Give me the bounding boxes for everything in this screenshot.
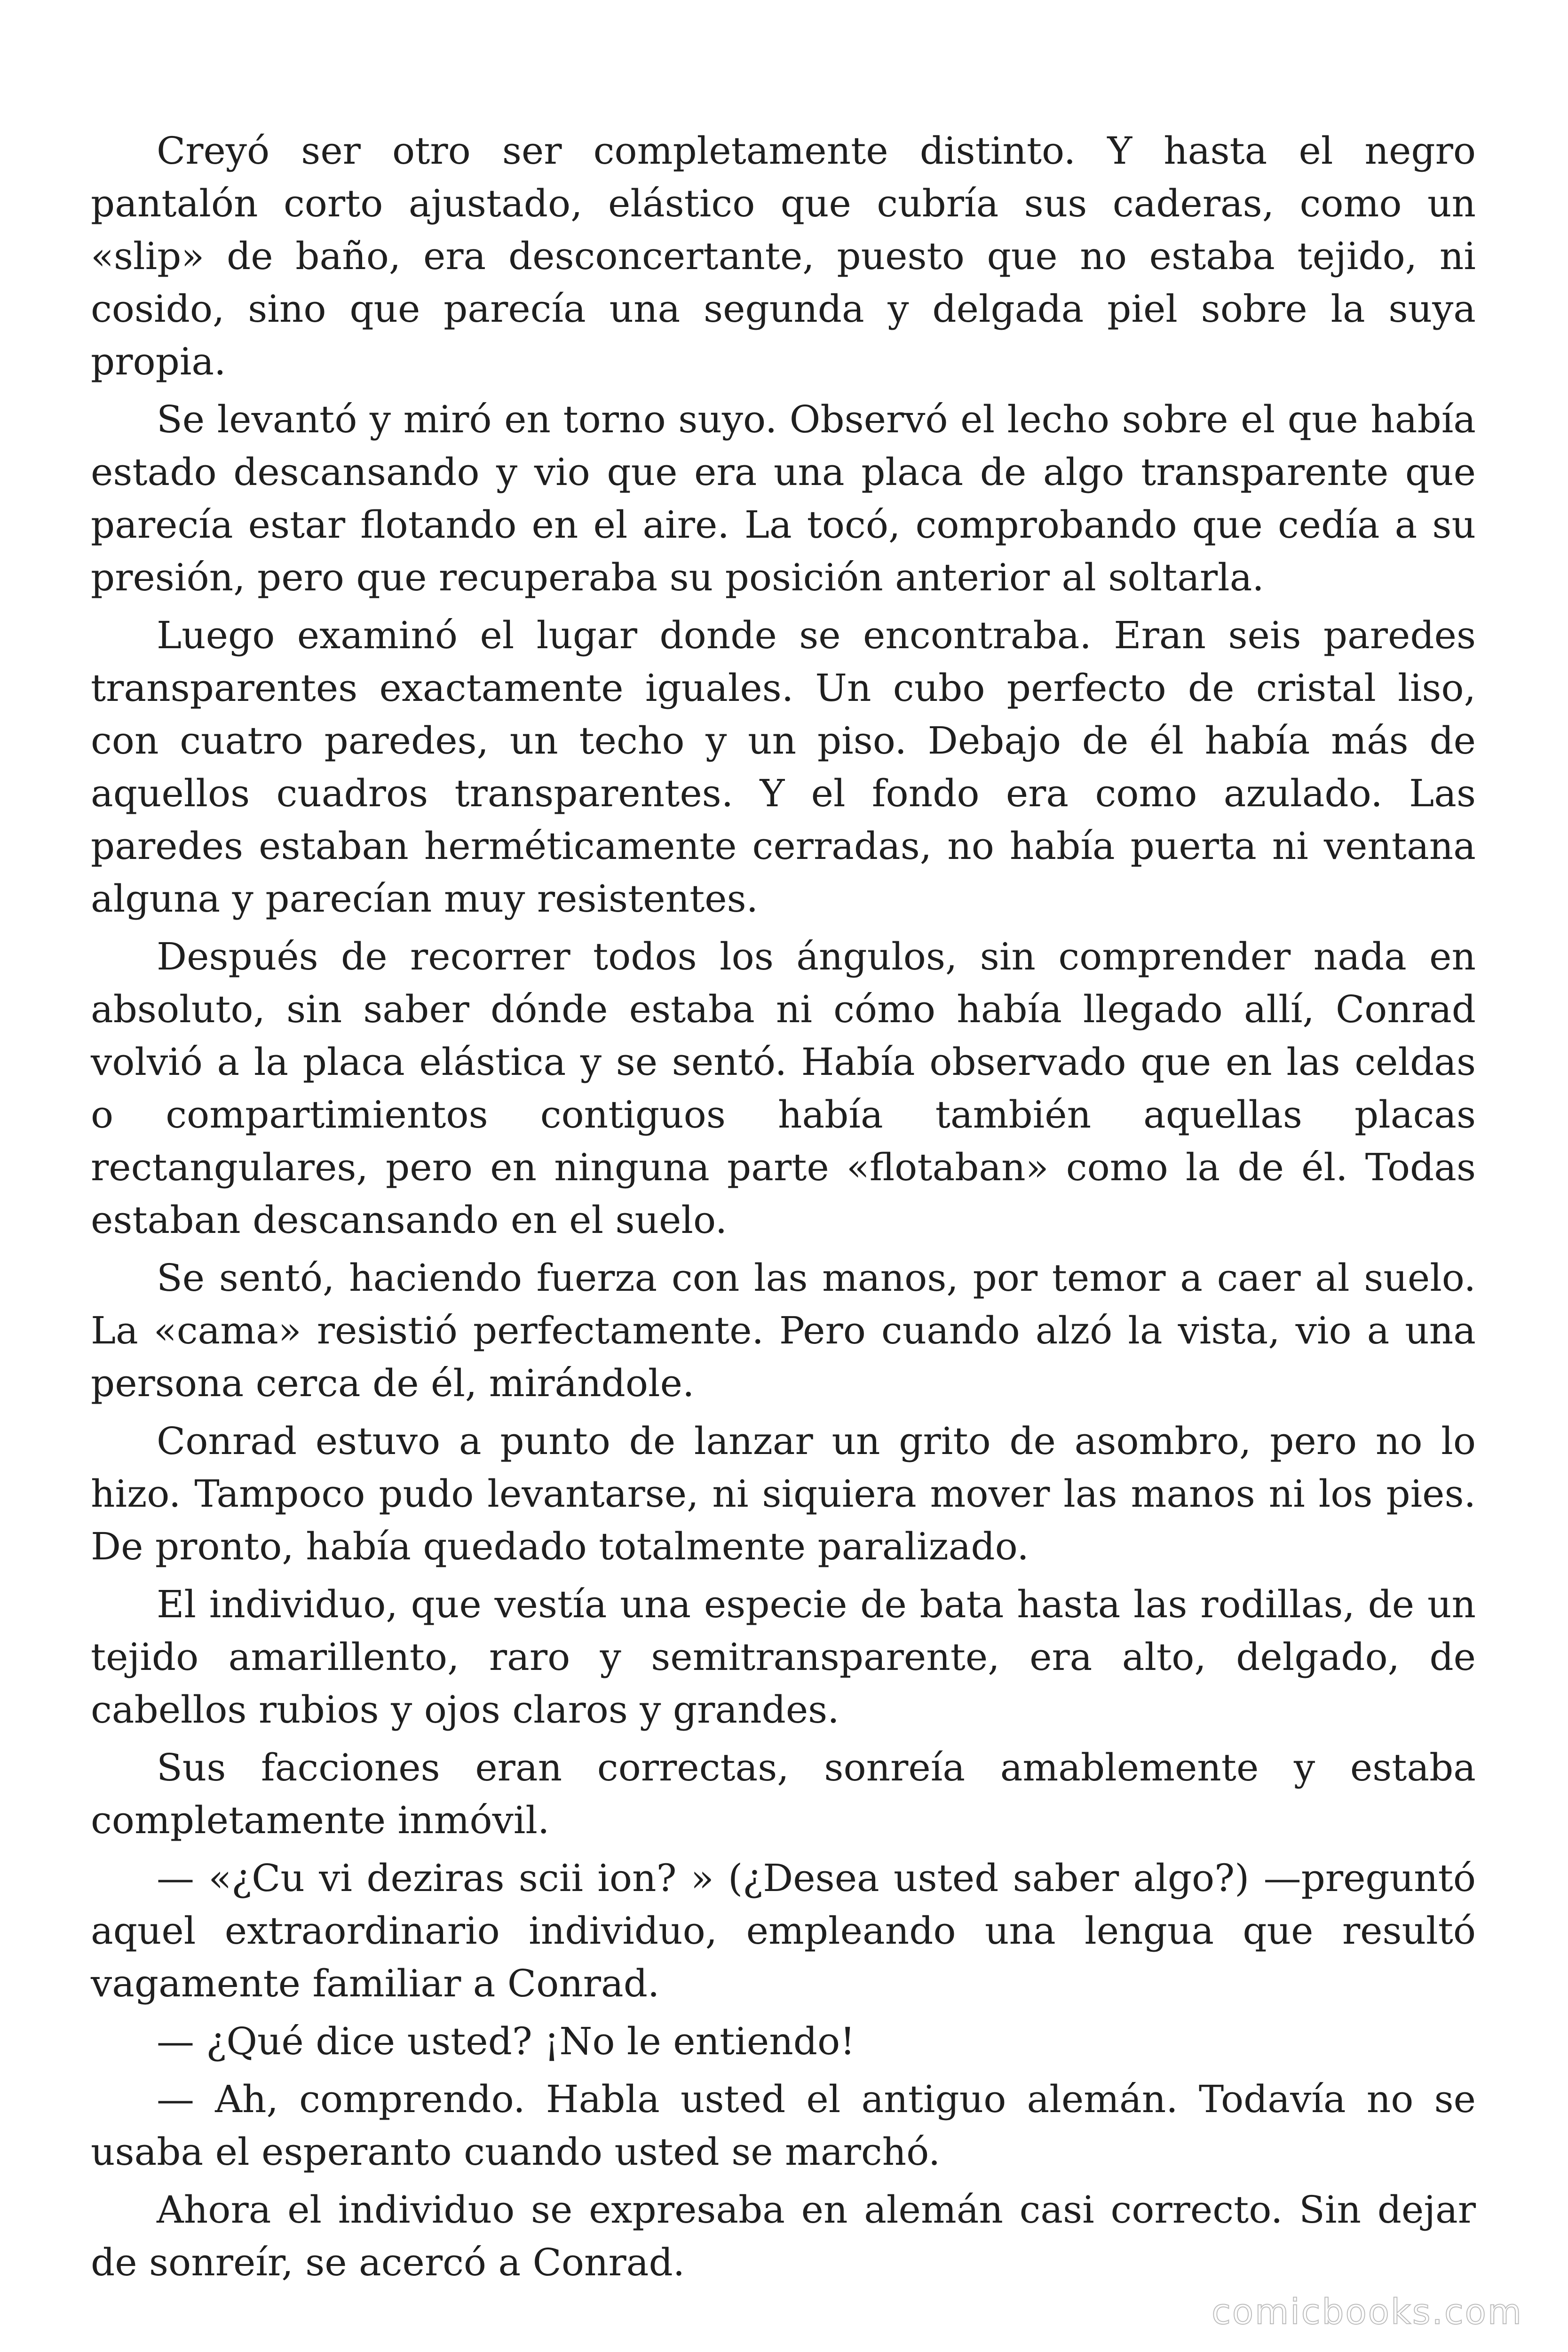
paragraph: El individuo, que vestía una especie de bata hasta las rodillas, de un tejido amarillento, raro y semitransparente, era alto, delgado, de cabellos rubios y ojos claros y grandes.: [91, 1582, 1476, 1732]
paragraph: Se levantó y miró en torno suyo. Observó el lecho sobre el que había estado descansando y vio que era una placa de algo transparente que parecía estar flotando en el aire. La tocó, comprobando que cedía a su presión, pero que recuperaba su posición anterior al soltarla.: [91, 397, 1476, 599]
paragraph: — «¿Cu vi deziras scii ion? » (¿Desea usted saber algo?) —preguntó aquel extraordinario individuo, empleando una lengua que resultó vagamente familiar a Conrad.: [91, 1856, 1476, 2005]
body-text: [91, 125, 1476, 2294]
paragraph: — Ah, comprendo. Habla usted el antiguo alemán. Todavía no se usaba el esperanto cuando usted se marchó.: [91, 2077, 1476, 2174]
paragraph: Se sentó, haciendo fuerza con las manos, por temor a caer al suelo. La «cama» resistió perfectamente. Pero cuando alzó la vista, vio a una persona cerca de él, mirándole.: [91, 1256, 1476, 1405]
paragraph: Luego examinó el lugar donde se encontraba. Eran seis paredes transparentes exactamente iguales. Un cubo perfecto de cristal liso, con cuatro paredes, un techo y un piso. Debajo de él había más de aquellos cuadros transparentes. Y el fondo era como azulado. Las paredes estaban herméticamente cerradas, no había puerta ni ventana alguna y parecían muy resistentes.: [91, 613, 1476, 921]
paragraph: — ¿Qué dice usted? ¡No le entiendo!: [157, 2019, 855, 2063]
paragraph: Sus facciones eran correctas, sonreía amablemente y estaba completamente inmóvil.: [91, 1746, 1476, 1842]
watermark: comicbooks.com: [1212, 2292, 1523, 2332]
paragraph: Ahora el individuo se expresaba en alemán casi correcto. Sin dejar de sonreír, se acercó a Conrad.: [91, 2188, 1476, 2284]
paragraph: Después de recorrer todos los ángulos, sin comprender nada en absoluto, sin saber dónde estaba ni cómo había llegado allí, Conrad volvió a la placa elástica y se sentó. Había observado que en las celdas o compartimientos contiguos había también aquellas placas rectangulares, pero en ninguna parte «flotaban» como la de él. Todas estaban descansando en el suelo.: [91, 935, 1476, 1242]
paragraph: Creyó ser otro ser completamente distinto. Y hasta el negro pantalón corto ajustado, elástico que cubría sus caderas, como un «slip» de baño, era desconcertante, puesto que no estaba tejido, ni cosido, sino que parecía una segunda y delgada piel sobre la suya propia.: [91, 129, 1476, 383]
paragraph: Conrad estuvo a punto de lanzar un grito de asombro, pero no lo hizo. Tampoco pudo levantarse, ni siquiera mover las manos ni los pies. De pronto, había quedado totalmente paralizado.: [91, 1419, 1476, 1568]
